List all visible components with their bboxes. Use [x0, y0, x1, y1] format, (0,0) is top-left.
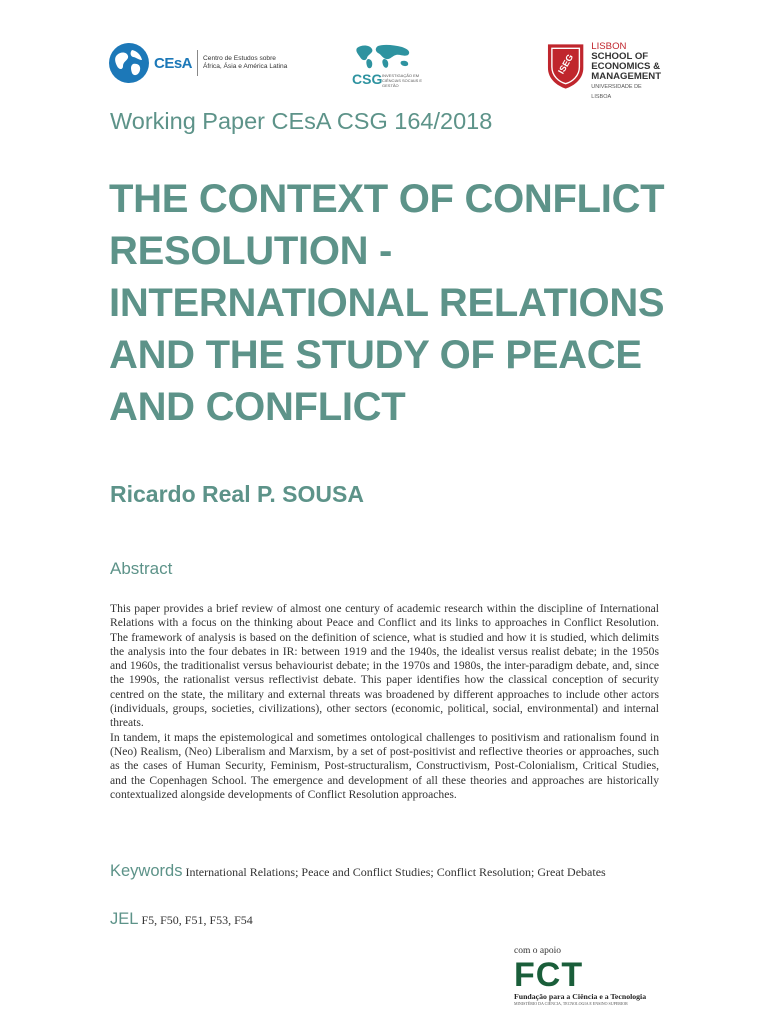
- keywords-label: Keywords: [110, 862, 183, 880]
- working-paper-series: Working Paper CEsA CSG 164/2018: [110, 108, 493, 134]
- cesa-wordmark: CEsA: [154, 54, 193, 72]
- logo-divider: [197, 50, 198, 76]
- abstract-heading: Abstract: [110, 559, 173, 578]
- fct-logo: FCT: [514, 956, 584, 994]
- abstract-body: [110, 602, 659, 802]
- abstract-paragraph: This paper provides a brief review of almost one century of academic research within the discipline of International Relations with a focus on the thinking about Peace and Conflict and its links to approaches in Conflict Resolution. The framework of analysis is based on the definition of science, what is studied and how it is studied, which delimits the analysis into the four debates in IR: between 1919 and the 1940s, the idealist versus realist debate; in the 1950s and 1960s, the traditionalist versus behaviourist debate; in the 1970s and 1980s, the inter-paradigm debate, and, since the 1990s, the rationalist versus reflectivist debate. This paper identifies how the classical conception of security centred on the state, the military and external threats was broadened by different approaches to include other actors (individuals, groups, societies, civilizations), other sectors (economic, political, social, environmental) and internal threats.: [110, 602, 659, 730]
- jel-codes: [110, 910, 253, 929]
- iseg-shield-icon: [546, 42, 585, 90]
- fct-ministry: MINISTÉRIO DA CIÊNCIA, TECNOLOGIA E ENSINO SUPERIOR: [514, 1001, 628, 1006]
- support-label: com o apoio: [514, 946, 561, 956]
- iseg-line: LISBON: [591, 41, 627, 52]
- world-map-icon: [354, 42, 414, 70]
- jel-label: JEL: [110, 910, 139, 928]
- jel-text: F5, F50, F51, F53, F54: [141, 913, 253, 927]
- header-logos: [108, 38, 660, 98]
- paper-author: Ricardo Real P. SOUSA: [110, 481, 364, 507]
- keywords-text: International Relations; Peace and Conflict Studies; Conflict Resolution; Great Debates: [185, 865, 606, 879]
- fct-support: [514, 946, 664, 1006]
- cesa-subtitle: Centro de Estudos sobre África, Ásia e América Latina: [203, 55, 288, 70]
- paper-title: THE CONTEXT OF CONFLICT RESOLUTION - INTERNATIONAL RELATIONS AND THE STUDY OF PEACE AND CONFLICT: [109, 177, 665, 429]
- keywords: [110, 862, 659, 881]
- csg-subtitle: INVESTIGAÇÃO EM CIÊNCIAS SOCIAIS E GESTÃO: [382, 73, 423, 88]
- iseg-badge-text: ISEG: [555, 52, 576, 76]
- iseg-line: MANAGEMENT: [591, 71, 662, 82]
- iseg-line: SCHOOL OF: [591, 51, 649, 62]
- iseg-logo: [546, 42, 662, 102]
- globe-icon: [108, 42, 150, 84]
- iseg-line: UNIVERSIDADE DE LISBOA: [591, 84, 642, 100]
- fct-name: Fundação para a Ciência e a Tecnologia: [514, 992, 647, 1001]
- cesa-logo: [108, 42, 293, 84]
- csg-wordmark: CSG: [352, 71, 383, 87]
- csg-logo: [352, 42, 432, 94]
- abstract-paragraph: In tandem, it maps the epistemological and sometimes ontological challenges to positivism and rationalism found in (Neo) Realism, (Neo) Liberalism and Marxism, by a set of post-positivist and reflective theories or approaches, such as the cases of Human Security, Feminism, Post-structuralism, Constructivism, Post-Colonialism, Critical Studies, and the Copenhagen School. The emergence and development of all these theories and approaches are historically contextualized alongside developments of Conflict Resolution approaches.: [110, 730, 659, 801]
- iseg-line: ECONOMICS &: [591, 61, 661, 72]
- iseg-text: [591, 42, 662, 102]
